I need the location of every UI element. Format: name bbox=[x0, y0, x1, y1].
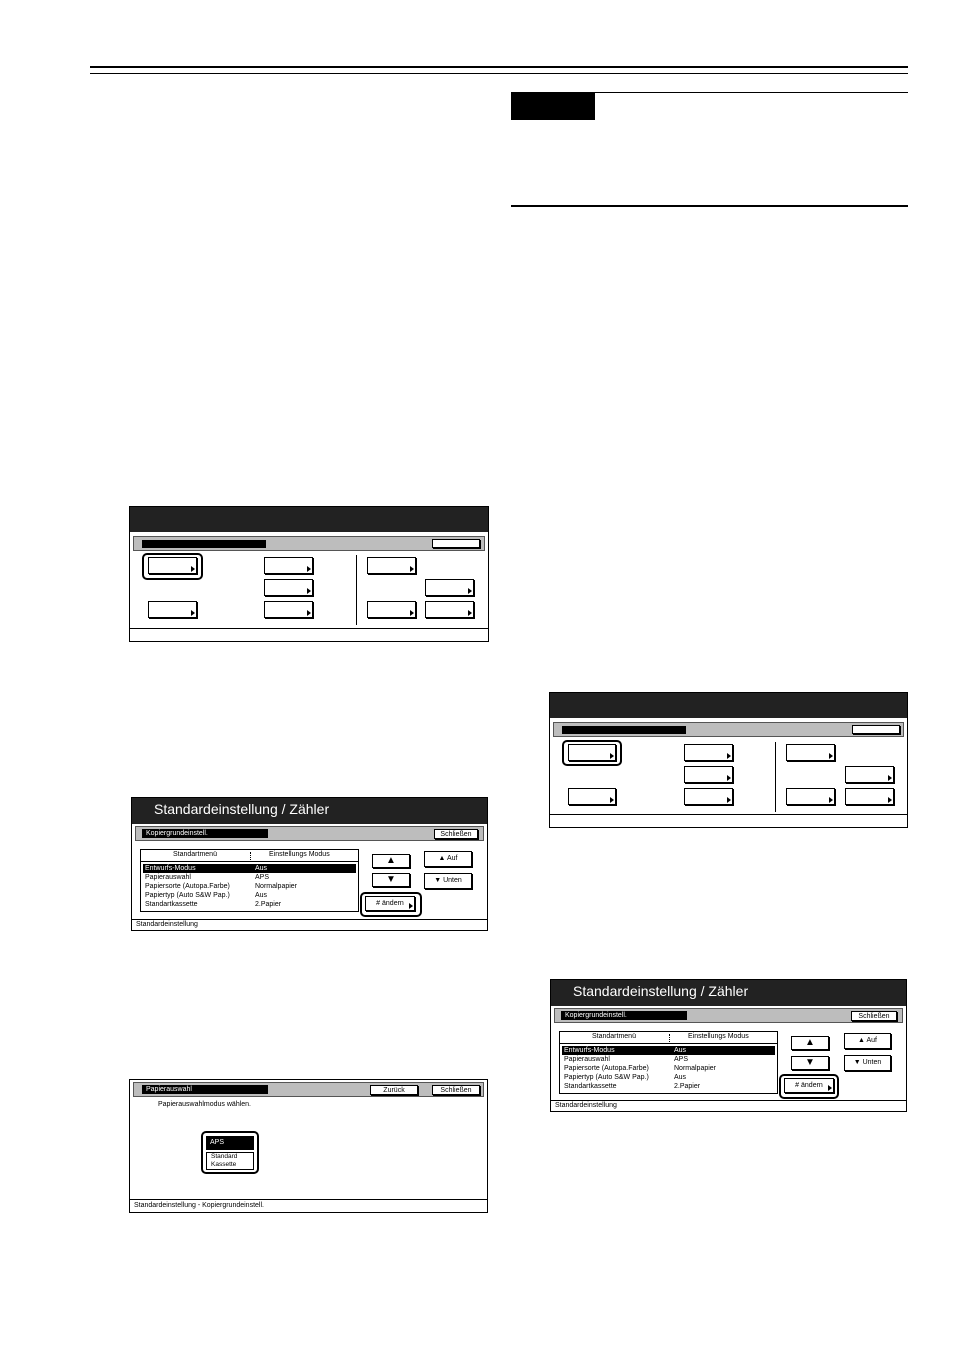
std-screen-1-row-1-value: APS bbox=[255, 874, 270, 881]
menu-screen-1-btn-2[interactable] bbox=[264, 557, 313, 574]
std-screen-1-unten-button[interactable]: ▼ Unten bbox=[424, 873, 472, 889]
menu-screen-1-btn-8[interactable] bbox=[367, 601, 416, 618]
menu-screen-1-titlebar bbox=[130, 507, 488, 532]
header-rule-thick bbox=[90, 66, 908, 68]
paper-screen-statusbar: Standardeinstellung - Kopiergrundeinstell. bbox=[130, 1199, 487, 1212]
menu-screen-1-field bbox=[142, 540, 266, 548]
std-screen-2-row-2[interactable] bbox=[562, 1064, 775, 1073]
menu-screen-2-btn-3[interactable] bbox=[684, 766, 733, 783]
menu-screen-1-btn-9[interactable] bbox=[425, 601, 474, 618]
std-screen-2-row-1-value: APS bbox=[674, 1056, 689, 1063]
std-screen-1-row-2[interactable] bbox=[143, 882, 356, 891]
std-screen-2-statusbar: Standardeinstellung bbox=[551, 1100, 906, 1111]
std-screen-1-row-4-name: Standartkassette bbox=[145, 901, 198, 908]
std-screen-1-close-button[interactable]: Schließen bbox=[434, 829, 478, 839]
menu-screen-2-btn-5[interactable] bbox=[684, 788, 733, 805]
paper-screen-field: Papierauswahl bbox=[142, 1085, 268, 1094]
std-screen-2-col-mode: Einstellungs Modus bbox=[688, 1033, 749, 1040]
std-screen-1-col-sep bbox=[250, 852, 251, 860]
menu-screen-2 bbox=[549, 692, 908, 828]
std-screen-2-row-4[interactable] bbox=[562, 1082, 775, 1091]
std-screen-2-row-0[interactable] bbox=[562, 1046, 775, 1055]
std-screen-1-row-2-name: Papiersorte (Autopa.Farbe) bbox=[145, 883, 230, 890]
std-screen-1-row-0[interactable] bbox=[143, 864, 356, 873]
menu-screen-2-btn-4[interactable] bbox=[568, 788, 616, 805]
std-screen-1-down-button[interactable]: ▼ bbox=[372, 873, 410, 887]
std-screen-1 bbox=[131, 797, 488, 931]
std-screen-1-toolbar bbox=[135, 826, 484, 841]
menu-screen-1-toolbar bbox=[133, 536, 485, 551]
std-screen-1-row-3-value: Aus bbox=[255, 892, 268, 899]
note-label-box bbox=[511, 93, 595, 120]
std-screen-1-title: Standardeinstellung / Zähler bbox=[154, 801, 330, 817]
std-screen-2-col-sep bbox=[669, 1034, 670, 1042]
menu-screen-2-statusbar bbox=[550, 814, 907, 827]
std-screen-2-row-0-name: Entwurfs-Modus bbox=[564, 1047, 615, 1054]
std-screen-1-col-mode: Einstellungs Modus bbox=[269, 851, 330, 858]
menu-screen-1-btn-3[interactable] bbox=[264, 579, 313, 596]
std-screen-2-up-button[interactable]: ▲ bbox=[791, 1036, 829, 1050]
std-screen-2-row-4-name: Standartkassette bbox=[564, 1083, 617, 1090]
paper-screen-option-standard[interactable] bbox=[206, 1152, 254, 1170]
std-screen-1-row-0-name: Entwurfs-Modus bbox=[145, 865, 196, 872]
menu-screen-2-divider bbox=[775, 742, 776, 812]
paper-screen-option-standard-line1: Standard bbox=[211, 1153, 238, 1160]
std-screen-2-row-0-value: Aus bbox=[674, 1047, 687, 1054]
std-screen-1-up-button[interactable]: ▲ bbox=[372, 854, 410, 868]
menu-screen-1-statusbar bbox=[130, 628, 488, 641]
paper-screen-prompt: Papierauswahlmodus wählen. bbox=[158, 1101, 251, 1108]
paper-screen-back-button[interactable]: Zurück bbox=[370, 1085, 418, 1095]
menu-screen-1-btn-4[interactable] bbox=[148, 601, 197, 618]
std-screen-1-row-3-name: Papiertyp (Auto S&W Pap.) bbox=[145, 892, 230, 899]
menu-screen-2-btn-6[interactable] bbox=[786, 744, 835, 761]
std-screen-1-list-header bbox=[141, 850, 358, 862]
menu-screen-2-btn-7[interactable] bbox=[845, 766, 894, 783]
std-screen-2-col-menu: Standartmenü bbox=[592, 1033, 636, 1040]
std-screen-2-change-button[interactable]: # ändern bbox=[784, 1078, 834, 1093]
menu-screen-2-toolbar bbox=[553, 722, 904, 737]
std-screen-2-title: Standardeinstellung / Zähler bbox=[573, 983, 749, 999]
std-screen-1-change-button[interactable]: # ändern bbox=[365, 896, 415, 911]
std-screen-2-row-1-name: Papierauswahl bbox=[564, 1056, 610, 1063]
menu-screen-1-btn-1[interactable] bbox=[148, 557, 197, 574]
note-bottom-rule bbox=[511, 205, 908, 207]
std-screen-2-close-button[interactable]: Schließen bbox=[851, 1011, 897, 1021]
std-screen-2-row-3[interactable] bbox=[562, 1073, 775, 1082]
menu-screen-1-divider bbox=[356, 555, 357, 625]
paper-screen-toolbar bbox=[133, 1082, 484, 1097]
std-screen-1-field: Kopiergrundeinstell. bbox=[142, 829, 268, 838]
menu-screen-2-btn-2[interactable] bbox=[684, 744, 733, 761]
std-screen-1-row-3[interactable] bbox=[143, 891, 356, 900]
std-screen-2-row-3-value: Aus bbox=[674, 1074, 687, 1081]
std-screen-1-col-menu: Standartmenü bbox=[173, 851, 217, 858]
std-screen-1-row-4-value: 2.Papier bbox=[255, 901, 282, 908]
std-screen-2-unten-button[interactable]: ▼ Unten bbox=[844, 1055, 891, 1071]
std-screen-1-auf-button[interactable]: ▲ Auf bbox=[424, 851, 472, 867]
std-screen-2-titlebar bbox=[551, 980, 906, 1006]
std-screen-2-row-1[interactable] bbox=[562, 1055, 775, 1064]
menu-screen-2-btn-1[interactable] bbox=[568, 744, 616, 761]
header-rule-thin bbox=[90, 73, 908, 74]
std-screen-1-titlebar bbox=[132, 798, 487, 824]
menu-screen-1-btn-5[interactable] bbox=[264, 601, 313, 618]
std-screen-1-row-1[interactable] bbox=[143, 873, 356, 882]
std-screen-2-row-3-name: Papiertyp (Auto S&W Pap.) bbox=[564, 1074, 649, 1081]
std-screen-1-row-4[interactable] bbox=[143, 900, 356, 909]
std-screen-1-list bbox=[140, 849, 359, 912]
paper-screen bbox=[129, 1079, 488, 1213]
menu-screen-1-close-button[interactable] bbox=[432, 539, 480, 548]
menu-screen-2-field bbox=[562, 726, 686, 734]
menu-screen-1-btn-7[interactable] bbox=[425, 579, 474, 596]
std-screen-2-row-2-name: Papiersorte (Autopa.Farbe) bbox=[564, 1065, 649, 1072]
menu-screen-2-close-button[interactable] bbox=[852, 725, 900, 734]
std-screen-2 bbox=[550, 979, 907, 1112]
paper-screen-option-standard-line2: Kassette bbox=[211, 1161, 237, 1168]
menu-screen-2-btn-9[interactable] bbox=[845, 788, 894, 805]
std-screen-1-row-0-value: Aus bbox=[255, 865, 268, 872]
std-screen-2-toolbar bbox=[554, 1008, 903, 1023]
std-screen-2-row-4-value: 2.Papier bbox=[674, 1083, 701, 1090]
menu-screen-1 bbox=[129, 506, 489, 642]
std-screen-2-list-header bbox=[560, 1032, 777, 1044]
std-screen-1-row-2-value: Normalpapier bbox=[255, 883, 298, 890]
std-screen-1-row-1-name: Papierauswahl bbox=[145, 874, 191, 881]
menu-screen-1-btn-6[interactable] bbox=[367, 557, 416, 574]
menu-screen-2-titlebar bbox=[550, 693, 907, 718]
paper-screen-option-aps[interactable]: APS bbox=[206, 1136, 254, 1150]
std-screen-2-row-2-value: Normalpapier bbox=[674, 1065, 717, 1072]
std-screen-2-list bbox=[559, 1031, 778, 1094]
menu-screen-2-btn-8[interactable] bbox=[786, 788, 835, 805]
paper-screen-close-button[interactable]: Schließen bbox=[432, 1085, 480, 1095]
std-screen-2-down-button[interactable]: ▼ bbox=[791, 1056, 829, 1070]
std-screen-1-statusbar: Standardeinstellung bbox=[132, 919, 487, 930]
std-screen-2-field: Kopiergrundeinstell. bbox=[561, 1011, 687, 1020]
std-screen-2-auf-button[interactable]: ▲ Auf bbox=[844, 1033, 891, 1049]
